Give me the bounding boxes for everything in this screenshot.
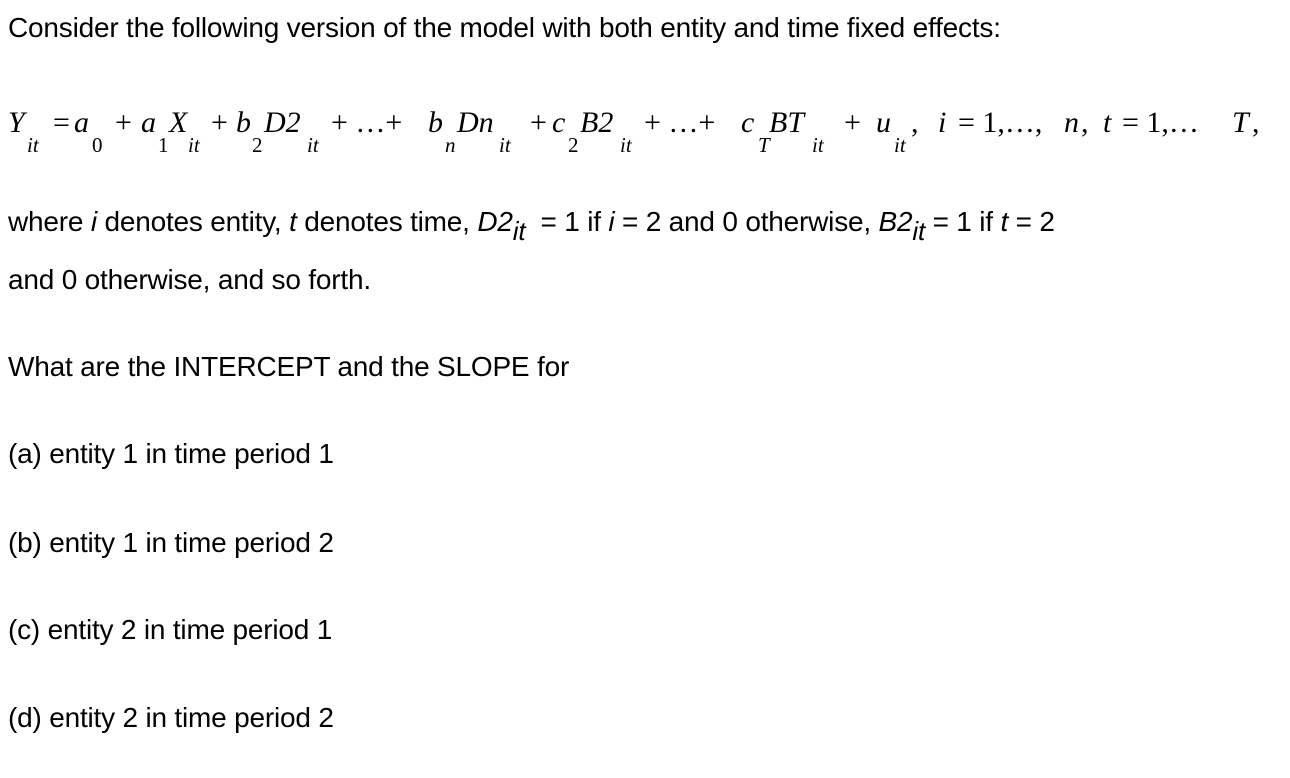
def-i-2: i xyxy=(608,206,615,237)
eq-cT: c xyxy=(741,106,755,139)
eq-a0: a xyxy=(74,106,89,139)
eq-bn: b xyxy=(428,106,443,139)
eq-BT: BT xyxy=(769,106,805,139)
eq-comma-2: , xyxy=(1081,106,1089,139)
eq-c2: c xyxy=(552,106,566,139)
definition-line-2: and 0 otherwise, and so forth. xyxy=(8,264,371,295)
def-D2-sub: it xyxy=(512,216,526,246)
eq-a1-sub: 1 xyxy=(158,133,169,157)
option-a: (a) entity 1 in time period 1 xyxy=(8,438,334,469)
regression-equation xyxy=(8,100,1278,160)
eq-equals: = xyxy=(53,106,70,139)
option-c: (c) entity 2 in time period 1 xyxy=(8,614,333,645)
def-text-3: denotes time, xyxy=(296,206,478,237)
eq-t: t xyxy=(1103,106,1112,139)
eq-BT-sub: it xyxy=(812,133,824,157)
eq-a0-sub: 0 xyxy=(92,133,103,157)
eq-comma-3: , xyxy=(1252,106,1260,139)
def-B2: B2 xyxy=(878,206,913,237)
intro-text: Consider the following version of the model with both entity and time fixed effects: xyxy=(8,12,1001,43)
def-t: t xyxy=(289,206,297,237)
def-text-6: = 1 if xyxy=(925,206,1001,237)
eq-plus-ellipsis-1: + …+ xyxy=(331,106,403,139)
def-text-5: = 2 and 0 otherwise, xyxy=(614,206,879,237)
def-i: i xyxy=(90,206,97,237)
eq-T: T xyxy=(1232,106,1249,139)
def-text-4: = 1 if xyxy=(525,206,609,237)
eq-plus-ellipsis-2: + …+ xyxy=(644,106,716,139)
eq-plus-1: + xyxy=(115,106,132,139)
eq-i-range: = 1,…, xyxy=(958,106,1043,139)
eq-X: X xyxy=(169,106,188,139)
eq-D2-sub: it xyxy=(307,133,319,157)
def-D2: D2 xyxy=(477,206,513,237)
option-d: (d) entity 2 in time period 2 xyxy=(8,702,334,733)
eq-plus-6: + xyxy=(844,106,861,139)
definition-line-1 xyxy=(8,205,1055,246)
eq-D2: D2 xyxy=(264,106,301,139)
def-text-2: denotes entity, xyxy=(96,206,290,237)
eq-u-sub: it xyxy=(894,133,906,157)
eq-n: n xyxy=(1064,106,1079,139)
eq-Dn: Dn xyxy=(457,106,494,139)
eq-comma-1: , xyxy=(911,106,919,139)
eq-Y-sub: it xyxy=(27,133,39,157)
def-t-2: t xyxy=(1000,206,1009,237)
eq-Y: Y xyxy=(8,106,25,139)
def-text-1: where xyxy=(8,206,91,237)
option-b: (b) entity 1 in time period 2 xyxy=(8,527,334,558)
eq-a1: a xyxy=(141,106,156,139)
eq-i: i xyxy=(938,106,947,139)
eq-bn-sub: n xyxy=(445,133,456,157)
question-text: What are the INTERCEPT and the SLOPE for xyxy=(8,351,570,382)
eq-plus-2: + xyxy=(211,106,228,139)
eq-b2-sub: 2 xyxy=(252,133,263,157)
eq-X-sub: it xyxy=(188,133,200,157)
eq-cT-sub: T xyxy=(758,133,770,157)
eq-b2: b xyxy=(236,106,251,139)
eq-plus-4: + xyxy=(530,106,547,139)
eq-t-range: = 1,… xyxy=(1122,106,1199,139)
eq-Dn-sub: it xyxy=(499,133,511,157)
eq-u: u xyxy=(876,106,891,139)
eq-B2: B2 xyxy=(580,106,614,139)
def-text-7: = 2 xyxy=(1008,206,1055,237)
def-B2-sub: it xyxy=(912,216,925,246)
eq-B2-sub: it xyxy=(620,133,632,157)
eq-c2-sub: 2 xyxy=(568,133,579,157)
